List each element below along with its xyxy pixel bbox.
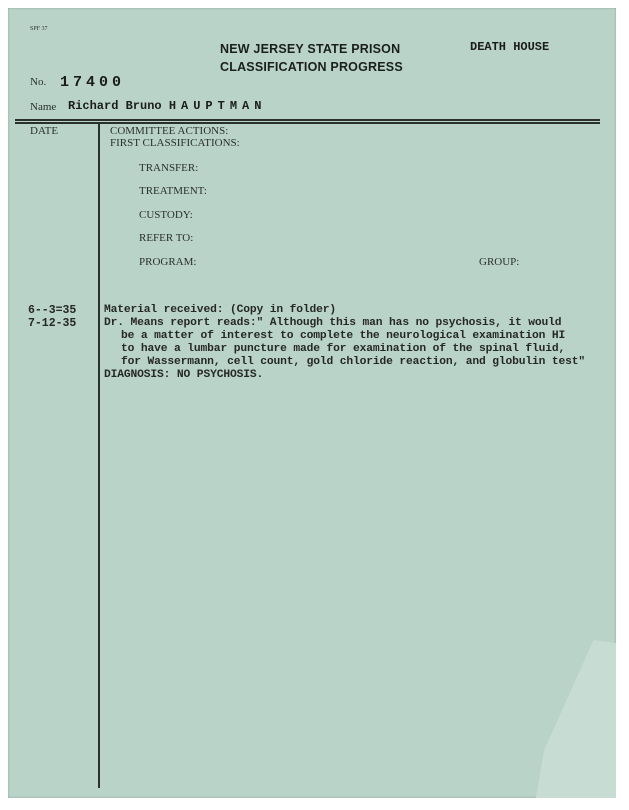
entry-date-2: 7-12-35 bbox=[28, 317, 77, 330]
inmate-number: 17400 bbox=[60, 74, 126, 91]
title-line-1: NEW JERSEY STATE PRISON bbox=[220, 42, 401, 56]
header-rule-bottom bbox=[15, 122, 600, 124]
entry-line-6: DIAGNOSIS: NO PSYCHOSIS. bbox=[104, 369, 264, 381]
date-header: DATE bbox=[30, 125, 59, 137]
first-classifications-label: FIRST CLASSIFICATIONS: bbox=[110, 137, 240, 149]
inmate-name bbox=[68, 99, 266, 113]
inmate-last-name: HAUPTMAN bbox=[168, 99, 267, 113]
entry-date-1: 6--3=35 bbox=[28, 304, 77, 317]
header-rule-top bbox=[15, 119, 600, 121]
date-column-divider bbox=[98, 124, 100, 788]
entry-line-5: for Wassermann, cell count, gold chloride reaction, and globulin test" bbox=[121, 356, 586, 368]
number-label: No. bbox=[30, 76, 47, 88]
transfer-label: TRANSFER: bbox=[139, 162, 199, 174]
program-label: PROGRAM: bbox=[139, 256, 197, 268]
entry-line-4: to have a lumbar puncture made for examination of the spinal fluid, bbox=[121, 343, 566, 355]
entry-line-2: Dr. Means report reads:" Although this man has no psychosis, it would bbox=[104, 317, 562, 329]
form-number: SPF 37 bbox=[30, 26, 48, 32]
inmate-first-name: Richard Bruno bbox=[68, 99, 162, 113]
name-label: Name bbox=[30, 101, 57, 113]
treatment-label: TREATMENT: bbox=[139, 185, 207, 197]
custody-label: CUSTODY: bbox=[139, 209, 193, 221]
entry-line-1: Material received: (Copy in folder) bbox=[104, 304, 337, 316]
committee-actions-label: COMMITTEE ACTIONS: bbox=[110, 125, 229, 137]
group-label: GROUP: bbox=[479, 256, 520, 268]
refer-to-label: REFER TO: bbox=[139, 232, 194, 244]
death-house-stamp: DEATH HOUSE bbox=[470, 40, 550, 54]
title-line-2: CLASSIFICATION PROGRESS bbox=[220, 60, 403, 74]
entry-line-3: be a matter of interest to complete the neurological examination HI bbox=[121, 330, 566, 342]
